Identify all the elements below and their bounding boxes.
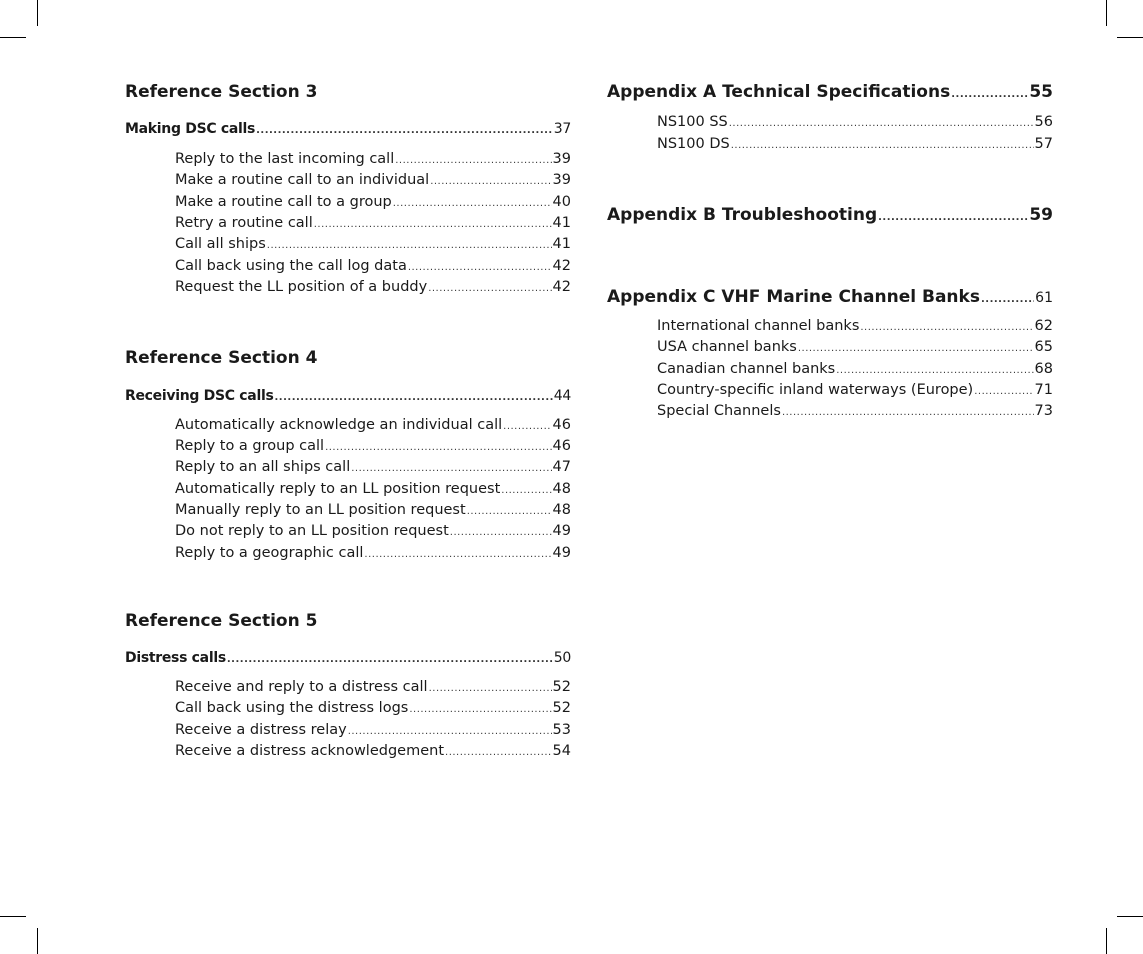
toc-heading-distress-calls[interactable] <box>125 650 571 666</box>
toc-page-number: 44 <box>553 388 571 404</box>
toc-item[interactable] <box>175 438 571 454</box>
toc-label: Reply to a group call <box>175 438 325 454</box>
toc-page-number: 55 <box>1029 82 1053 102</box>
toc-page-number: 42 <box>552 258 571 274</box>
toc-label: Call back using the distress logs <box>175 700 409 716</box>
toc-item[interactable] <box>175 151 571 167</box>
dot-leader <box>325 442 551 453</box>
toc-page-number: 62 <box>1034 318 1053 334</box>
toc-page-number: 50 <box>553 650 571 666</box>
toc-label: Appendix C VHF Marine Channel Banks <box>607 287 980 307</box>
toc-page-number: 68 <box>1034 361 1053 377</box>
toc-label: NS100 DS <box>657 136 730 152</box>
dot-leader <box>951 89 1028 100</box>
dot-leader <box>256 125 553 136</box>
toc-item[interactable] <box>175 236 571 252</box>
toc-appendix-b[interactable] <box>607 205 1053 225</box>
dot-leader <box>836 365 1033 376</box>
toc-page-number: 42 <box>552 279 571 295</box>
dot-leader <box>974 386 1033 397</box>
toc-page-number: 52 <box>552 679 571 695</box>
crop-mark <box>1106 928 1107 954</box>
toc-page-number: 52 <box>552 700 571 716</box>
toc-item[interactable] <box>657 114 1053 130</box>
toc-page-number: 71 <box>1034 382 1053 398</box>
toc-label: Make a routine call to a group <box>175 194 392 210</box>
dot-leader <box>364 549 551 560</box>
toc-page-number: 53 <box>552 722 571 738</box>
dot-leader <box>878 212 1028 223</box>
toc-item[interactable] <box>657 136 1053 152</box>
toc-label: Manually reply to an LL position request <box>175 502 466 518</box>
toc-item[interactable] <box>175 523 571 539</box>
toc-item[interactable] <box>175 417 571 433</box>
toc-label: Reply to an all ships call <box>175 459 351 475</box>
toc-label: Call back using the call log data <box>175 258 407 274</box>
toc-label: Receive a distress acknowledgement <box>175 743 445 759</box>
toc-page-number: 47 <box>552 459 571 475</box>
toc-label: Appendix B Troubleshooting <box>607 205 878 225</box>
toc-label: Automatically reply to an LL position request <box>175 481 501 497</box>
toc-item[interactable] <box>175 215 571 231</box>
toc-page-number: 54 <box>552 743 571 759</box>
toc-page-number: 57 <box>1034 136 1053 152</box>
dot-leader <box>227 654 553 665</box>
dot-leader <box>275 392 553 403</box>
toc-label: Retry a routine call <box>175 215 313 231</box>
toc-page-number: 39 <box>552 172 571 188</box>
toc-label: Request the LL position of a buddy <box>175 279 428 295</box>
section-title: Reference Section 3 <box>125 82 318 102</box>
toc-item[interactable] <box>175 502 571 518</box>
toc-item[interactable] <box>657 382 1053 398</box>
toc-label: Receiving DSC calls <box>125 388 274 404</box>
dot-leader <box>429 683 552 694</box>
toc-label: NS100 SS <box>657 114 728 130</box>
section-title: Reference Section 4 <box>125 348 318 368</box>
dot-leader <box>348 726 552 737</box>
crop-mark <box>37 0 38 26</box>
toc-appendix-c[interactable] <box>607 287 1053 307</box>
toc-page-number: 46 <box>552 417 571 433</box>
toc-item[interactable] <box>175 258 571 274</box>
toc-page-number: 49 <box>552 523 571 539</box>
dot-leader <box>430 176 551 187</box>
dot-leader <box>409 704 551 715</box>
toc-label: International channel banks <box>657 318 860 334</box>
toc-item[interactable] <box>175 545 571 561</box>
toc-page-number: 49 <box>552 545 571 561</box>
toc-label: Receive and reply to a distress call <box>175 679 428 695</box>
toc-page-number: 61 <box>1035 290 1053 306</box>
toc-page-number: 37 <box>553 121 571 137</box>
crop-mark <box>1106 0 1107 26</box>
toc-label: Appendix A Technical Specifications <box>607 82 951 102</box>
toc-heading-receiving-dsc-calls[interactable] <box>125 388 571 404</box>
toc-appendix-a[interactable] <box>607 82 1053 102</box>
dot-leader <box>798 343 1034 354</box>
dot-leader <box>729 118 1034 129</box>
toc-page-number: 41 <box>552 215 571 231</box>
toc-label: Distress calls <box>125 650 226 666</box>
toc-item[interactable] <box>175 279 571 295</box>
toc-item[interactable] <box>175 172 571 188</box>
toc-item[interactable] <box>657 403 1053 419</box>
toc-item[interactable] <box>657 318 1053 334</box>
toc-page-number: 41 <box>552 236 571 252</box>
dot-leader <box>395 155 551 166</box>
dot-leader <box>501 485 551 496</box>
toc-label: Country-specific inland waterways (Europe) <box>657 382 974 398</box>
toc-page-number: 39 <box>552 151 571 167</box>
dot-leader <box>428 283 551 294</box>
toc-item[interactable] <box>175 743 571 759</box>
crop-mark <box>0 916 26 917</box>
toc-page-number: 48 <box>552 502 571 518</box>
toc-label: Make a routine call to an individual <box>175 172 430 188</box>
toc-label: Receive a distress relay <box>175 722 347 738</box>
crop-mark <box>1117 916 1143 917</box>
dot-leader <box>782 407 1034 418</box>
dot-leader <box>731 140 1034 151</box>
toc-item[interactable] <box>657 361 1053 377</box>
dot-leader <box>860 322 1033 333</box>
toc-label: Reply to a geographic call <box>175 545 364 561</box>
dot-leader <box>393 198 552 209</box>
toc-label: Canadian channel banks <box>657 361 836 377</box>
dot-leader <box>351 463 551 474</box>
crop-mark <box>0 37 26 38</box>
toc-page-number: 59 <box>1029 205 1053 225</box>
toc-label: Automatically acknowledge an individual call <box>175 417 503 433</box>
toc-page-number: 56 <box>1034 114 1053 130</box>
toc-page-number: 46 <box>552 438 571 454</box>
toc-item[interactable] <box>175 679 571 695</box>
toc-item[interactable] <box>175 700 571 716</box>
section-title: Reference Section 5 <box>125 611 318 631</box>
dot-leader <box>450 527 552 538</box>
toc-label: Special Channels <box>657 403 781 419</box>
dot-leader <box>267 240 552 251</box>
toc-item[interactable] <box>175 459 571 475</box>
toc-page-number: 40 <box>552 194 571 210</box>
toc-heading-making-dsc-calls[interactable] <box>125 121 571 137</box>
dot-leader <box>981 294 1034 305</box>
dot-leader <box>314 219 552 230</box>
toc-item[interactable] <box>175 722 571 738</box>
toc-label: Making DSC calls <box>125 121 256 137</box>
dot-leader <box>503 421 551 432</box>
toc-item[interactable] <box>175 194 571 210</box>
toc-page-number: 65 <box>1034 339 1053 355</box>
dot-leader <box>467 506 552 517</box>
toc-label: Do not reply to an LL position request <box>175 523 449 539</box>
crop-mark <box>37 928 38 954</box>
dot-leader <box>445 747 552 758</box>
toc-label: Call all ships <box>175 236 266 252</box>
toc-label: USA channel banks <box>657 339 797 355</box>
dot-leader <box>408 262 552 273</box>
crop-mark <box>1117 37 1143 38</box>
toc-label: Reply to the last incoming call <box>175 151 395 167</box>
toc-item[interactable] <box>657 339 1053 355</box>
toc-page-number: 73 <box>1034 403 1053 419</box>
toc-item[interactable] <box>175 481 571 497</box>
toc-page-number: 48 <box>552 481 571 497</box>
